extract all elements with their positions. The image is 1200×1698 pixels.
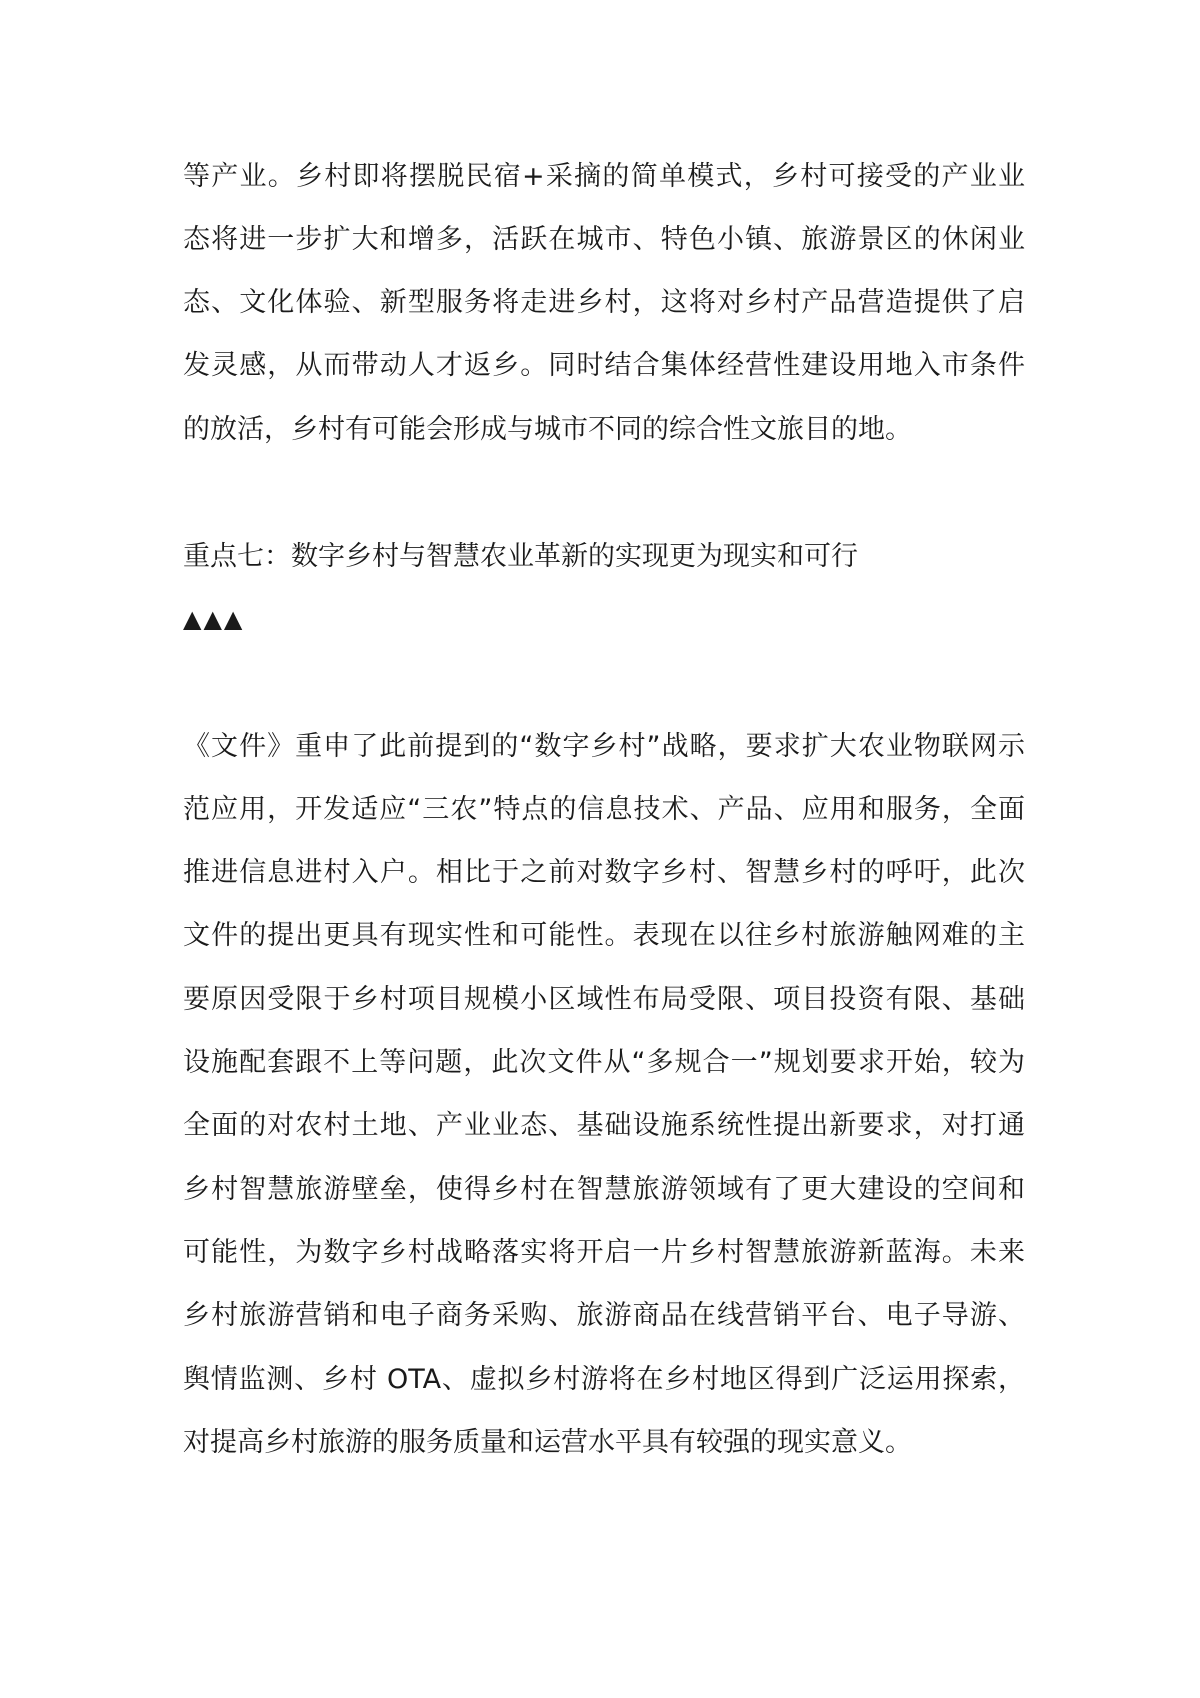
text-line: 发灵感，从而带动人才返乡。同时结合集体经营性建设用地入市条件: [183, 350, 1025, 381]
text-line: 文件的提出更具有现实性和可能性。表现在以往乡村旅游触网难的主: [183, 920, 1025, 951]
text-line: 推进信息进村入户。相比于之前对数字乡村、智慧乡村的呼吁，此次: [183, 857, 1025, 888]
text-line: 乡村智慧旅游壁垒，使得乡村在智慧旅游领域有了更大建设的空间和: [183, 1174, 1025, 1205]
text-line: 《文件》重申了此前提到的“数字乡村”战略，要求扩大农业物联网示: [183, 731, 1025, 762]
text-line: 态将进一步扩大和增多，活跃在城市、特色小镇、旅游景区的休闲业: [183, 224, 1025, 255]
text-line: 要原因受限于乡村项目规模小区域性布局受限、项目投资有限、基础: [183, 984, 1025, 1015]
text-line: 舆情监测、乡村 OTA、虚拟乡村游将在乡村地区得到广泛运用探索，: [183, 1364, 1025, 1395]
text-line: 的放活，乡村有可能会形成与城市不同的综合性文旅目的地。: [183, 414, 912, 445]
text-line: 设施配套跟不上等问题，此次文件从“多规合一”规划要求开始，较为: [183, 1047, 1025, 1078]
triangle-decoration-icon: ▲▲▲: [183, 605, 245, 633]
text-line: 范应用，开发适应“三农”特点的信息技术、产品、应用和服务，全面: [183, 794, 1025, 825]
text-line: 可能性，为数字乡村战略落实将开启一片乡村智慧旅游新蓝海。未来: [183, 1237, 1025, 1268]
text-line: 全面的对农村土地、产业业态、基础设施系统性提出新要求，对打通: [183, 1110, 1025, 1141]
text-line: 乡村旅游营销和电子商务采购、旅游商品在线营销平台、电子导游、: [183, 1300, 1025, 1331]
text-line: 等产业。乡村即将摆脱民宿+采摘的简单模式，乡村可接受的产业业: [183, 161, 1025, 192]
section-heading: 重点七：数字乡村与智慧农业革新的实现更为现实和可行: [183, 541, 858, 572]
text-line: 对提高乡村旅游的服务质量和运营水平具有较强的现实意义。: [183, 1427, 912, 1458]
text-line: 态、文化体验、新型服务将走进乡村，这将对乡村产品营造提供了启: [183, 287, 1025, 318]
